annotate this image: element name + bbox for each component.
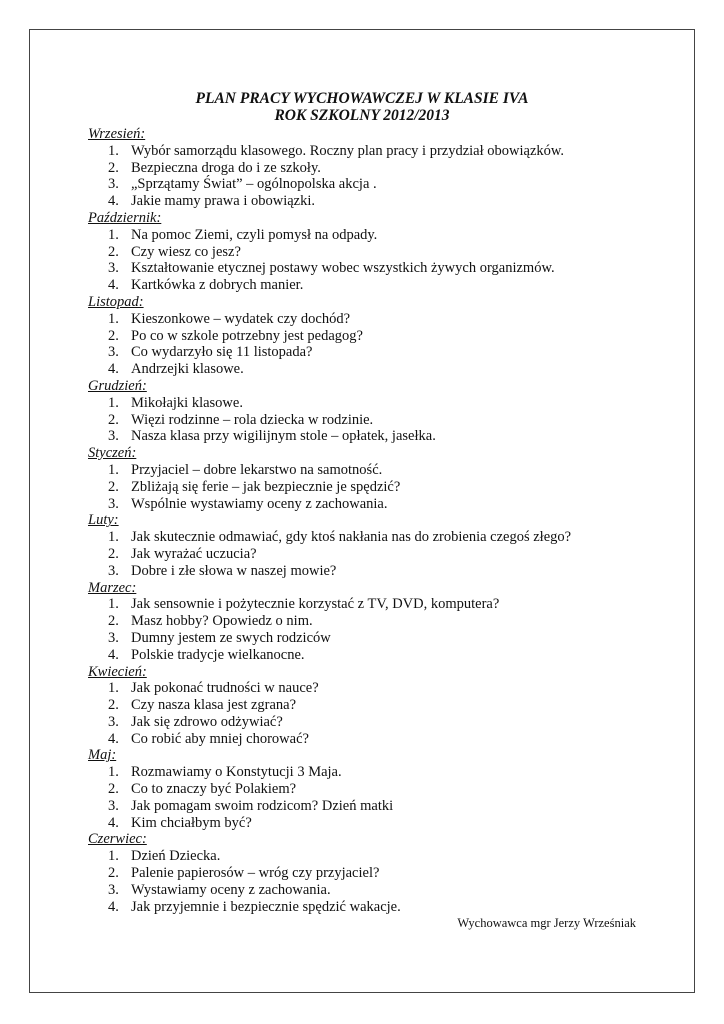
list-item (88, 798, 688, 815)
month-section (88, 831, 688, 915)
month-section (88, 126, 688, 210)
month-section (88, 512, 688, 579)
list-item (88, 244, 688, 261)
item-text: Jak pokonać trudności w nauce? (131, 680, 319, 697)
item-text: Dzień Dziecka. (131, 848, 221, 865)
item-number: 4. (108, 814, 119, 831)
item-number: 3. (108, 260, 119, 277)
list-item (88, 428, 688, 445)
month-section (88, 378, 688, 445)
month-heading: Kwiecień: (88, 663, 147, 680)
item-number: 2. (108, 613, 119, 630)
item-number: 3. (108, 797, 119, 814)
list-item (88, 412, 688, 429)
month-heading: Styczeń: (88, 445, 137, 462)
item-text: „Sprzątamy Świat” – ogólnopolska akcja . (131, 176, 377, 193)
list-item (88, 176, 688, 193)
item-number: 4. (108, 277, 119, 294)
list-item (88, 697, 688, 714)
list-item (88, 395, 688, 412)
item-number: 4. (108, 646, 119, 663)
item-number: 2. (108, 159, 119, 176)
list-item (88, 160, 688, 177)
item-text: Czy wiesz co jesz? (131, 243, 241, 260)
list-item (88, 546, 688, 563)
item-text: Masz hobby? Opowiedz o nim. (131, 613, 313, 630)
item-number: 1. (108, 680, 119, 697)
item-number: 3. (108, 428, 119, 445)
item-text: Andrzejki klasowe. (131, 361, 244, 378)
item-number: 1. (108, 142, 119, 159)
list-item (88, 596, 688, 613)
item-number: 1. (108, 596, 119, 613)
item-text: Jakie mamy prawa i obowiązki. (131, 193, 316, 210)
document-title: PLAN PRACY WYCHOWAWCZEJ W KLASIE IVA (195, 90, 529, 107)
list-item (88, 899, 688, 916)
item-number: 1. (108, 461, 119, 478)
list-item (88, 227, 688, 244)
item-number: 2. (108, 781, 119, 798)
item-number: 2. (108, 697, 119, 714)
list-item (88, 630, 688, 647)
list-item (88, 311, 688, 328)
item-text: Rozmawiamy o Konstytucji 3 Maja. (131, 764, 342, 781)
month-heading: Marzec: (88, 579, 137, 596)
month-heading: Grudzień: (88, 377, 147, 394)
item-number: 2. (108, 865, 119, 882)
item-number: 3. (108, 344, 119, 361)
month-section (88, 664, 688, 748)
signature: Wychowawca mgr Jerzy Wrześniak (457, 916, 636, 930)
item-number: 3. (108, 881, 119, 898)
list-item (88, 361, 688, 378)
item-text: Wybór samorządu klasowego. Roczny plan pracy i przydział obowiązków. (131, 142, 565, 159)
item-number: 3. (108, 713, 119, 730)
list-item (88, 865, 688, 882)
item-text: Po co w szkole potrzebny jest pedagog? (131, 327, 363, 344)
list-item (88, 496, 688, 513)
item-text: Kształtowanie etycznej postawy wobec wszystkich żywych organizmów. (131, 260, 555, 277)
item-number: 4. (108, 730, 119, 747)
list-item (88, 529, 688, 546)
month-heading: Luty: (88, 512, 119, 529)
item-number: 1. (108, 529, 119, 546)
list-item (88, 344, 688, 361)
list-item (88, 731, 688, 748)
item-number: 4. (108, 898, 119, 915)
month-heading: Czerwiec: (88, 831, 147, 848)
month-section (88, 747, 688, 831)
item-number: 2. (108, 478, 119, 495)
item-text: Palenie papierosów – wróg czy przyjaciel? (131, 865, 380, 882)
month-section (88, 445, 688, 512)
list-item (88, 882, 688, 899)
list-item (88, 848, 688, 865)
list-item (88, 479, 688, 496)
item-number: 3. (108, 629, 119, 646)
item-text: Mikołajki klasowe. (131, 394, 243, 411)
item-text: Co wydarzyło się 11 listopada? (131, 344, 313, 361)
item-text: Wspólnie wystawiamy oceny z zachowania. (131, 495, 388, 512)
item-number: 3. (108, 495, 119, 512)
item-text: Nasza klasa przy wigilijnym stole – opłatek, jasełka. (131, 428, 436, 445)
list-item (88, 328, 688, 345)
item-text: Zbliżają się ferie – jak bezpiecznie je spędzić? (131, 478, 401, 495)
item-text: Jak sensownie i pożytecznie korzystać z TV, DVD, komputera? (131, 596, 500, 613)
item-text: Więzi rodzinne – rola dziecka w rodzinie. (131, 411, 374, 428)
list-item (88, 714, 688, 731)
item-number: 3. (108, 562, 119, 579)
item-number: 2. (108, 243, 119, 260)
item-number: 2. (108, 327, 119, 344)
document-subtitle: ROK SZKOLNY 2012/2013 (274, 107, 450, 124)
list-item (88, 680, 688, 697)
list-item (88, 563, 688, 580)
item-number: 1. (108, 226, 119, 243)
month-section (88, 294, 688, 378)
item-text: Przyjaciel – dobre lekarstwo na samotność. (131, 461, 383, 478)
item-number: 2. (108, 545, 119, 562)
list-item (88, 462, 688, 479)
item-number: 2. (108, 411, 119, 428)
item-text: Jak pomagam swoim rodzicom? Dzień matki (131, 797, 394, 814)
list-item (88, 613, 688, 630)
plan-content (88, 126, 688, 915)
list-item (88, 277, 688, 294)
item-text: Dumny jestem ze swych rodziców (131, 629, 331, 646)
month-heading: Listopad: (88, 293, 144, 310)
item-text: Kartkówka z dobrych manier. (131, 277, 304, 294)
month-heading: Październik: (88, 209, 162, 226)
item-number: 4. (108, 361, 119, 378)
item-number: 3. (108, 176, 119, 193)
item-number: 1. (108, 764, 119, 781)
month-heading: Wrzesień: (88, 126, 146, 142)
item-text: Wystawiamy oceny z zachowania. (131, 881, 331, 898)
item-text: Dobre i złe słowa w naszej mowie? (131, 562, 337, 579)
list-item (88, 193, 688, 210)
item-text: Czy nasza klasa jest zgrana? (131, 697, 297, 714)
item-text: Co to znaczy być Polakiem? (131, 781, 297, 798)
item-text: Kieszonkowe – wydatek czy dochód? (131, 310, 351, 327)
item-text: Bezpieczna droga do i ze szkoły. (131, 159, 321, 176)
item-text: Na pomoc Ziemi, czyli pomysł na odpady. (131, 226, 378, 243)
list-item (88, 781, 688, 798)
list-item (88, 764, 688, 781)
month-section (88, 210, 688, 294)
item-text: Kim chciałbym być? (131, 814, 252, 831)
item-text: Jak wyrażać uczucia? (131, 545, 257, 562)
item-text: Jak skutecznie odmawiać, gdy ktoś nakłania nas do zrobienia czegoś złego? (131, 529, 572, 546)
month-heading: Maj: (88, 747, 117, 764)
item-text: Co robić aby mniej chorować? (131, 730, 309, 747)
item-number: 4. (108, 193, 119, 210)
item-text: Jak przyjemnie i bezpiecznie spędzić wakacje. (131, 898, 401, 915)
item-text: Polskie tradycje wielkanocne. (131, 646, 305, 663)
list-item (88, 647, 688, 664)
item-text: Jak się zdrowo odżywiać? (131, 713, 283, 730)
item-number: 1. (108, 394, 119, 411)
list-item (88, 815, 688, 832)
list-item (88, 260, 688, 277)
item-number: 1. (108, 848, 119, 865)
month-section (88, 580, 688, 664)
list-item (88, 143, 688, 160)
item-number: 1. (108, 310, 119, 327)
